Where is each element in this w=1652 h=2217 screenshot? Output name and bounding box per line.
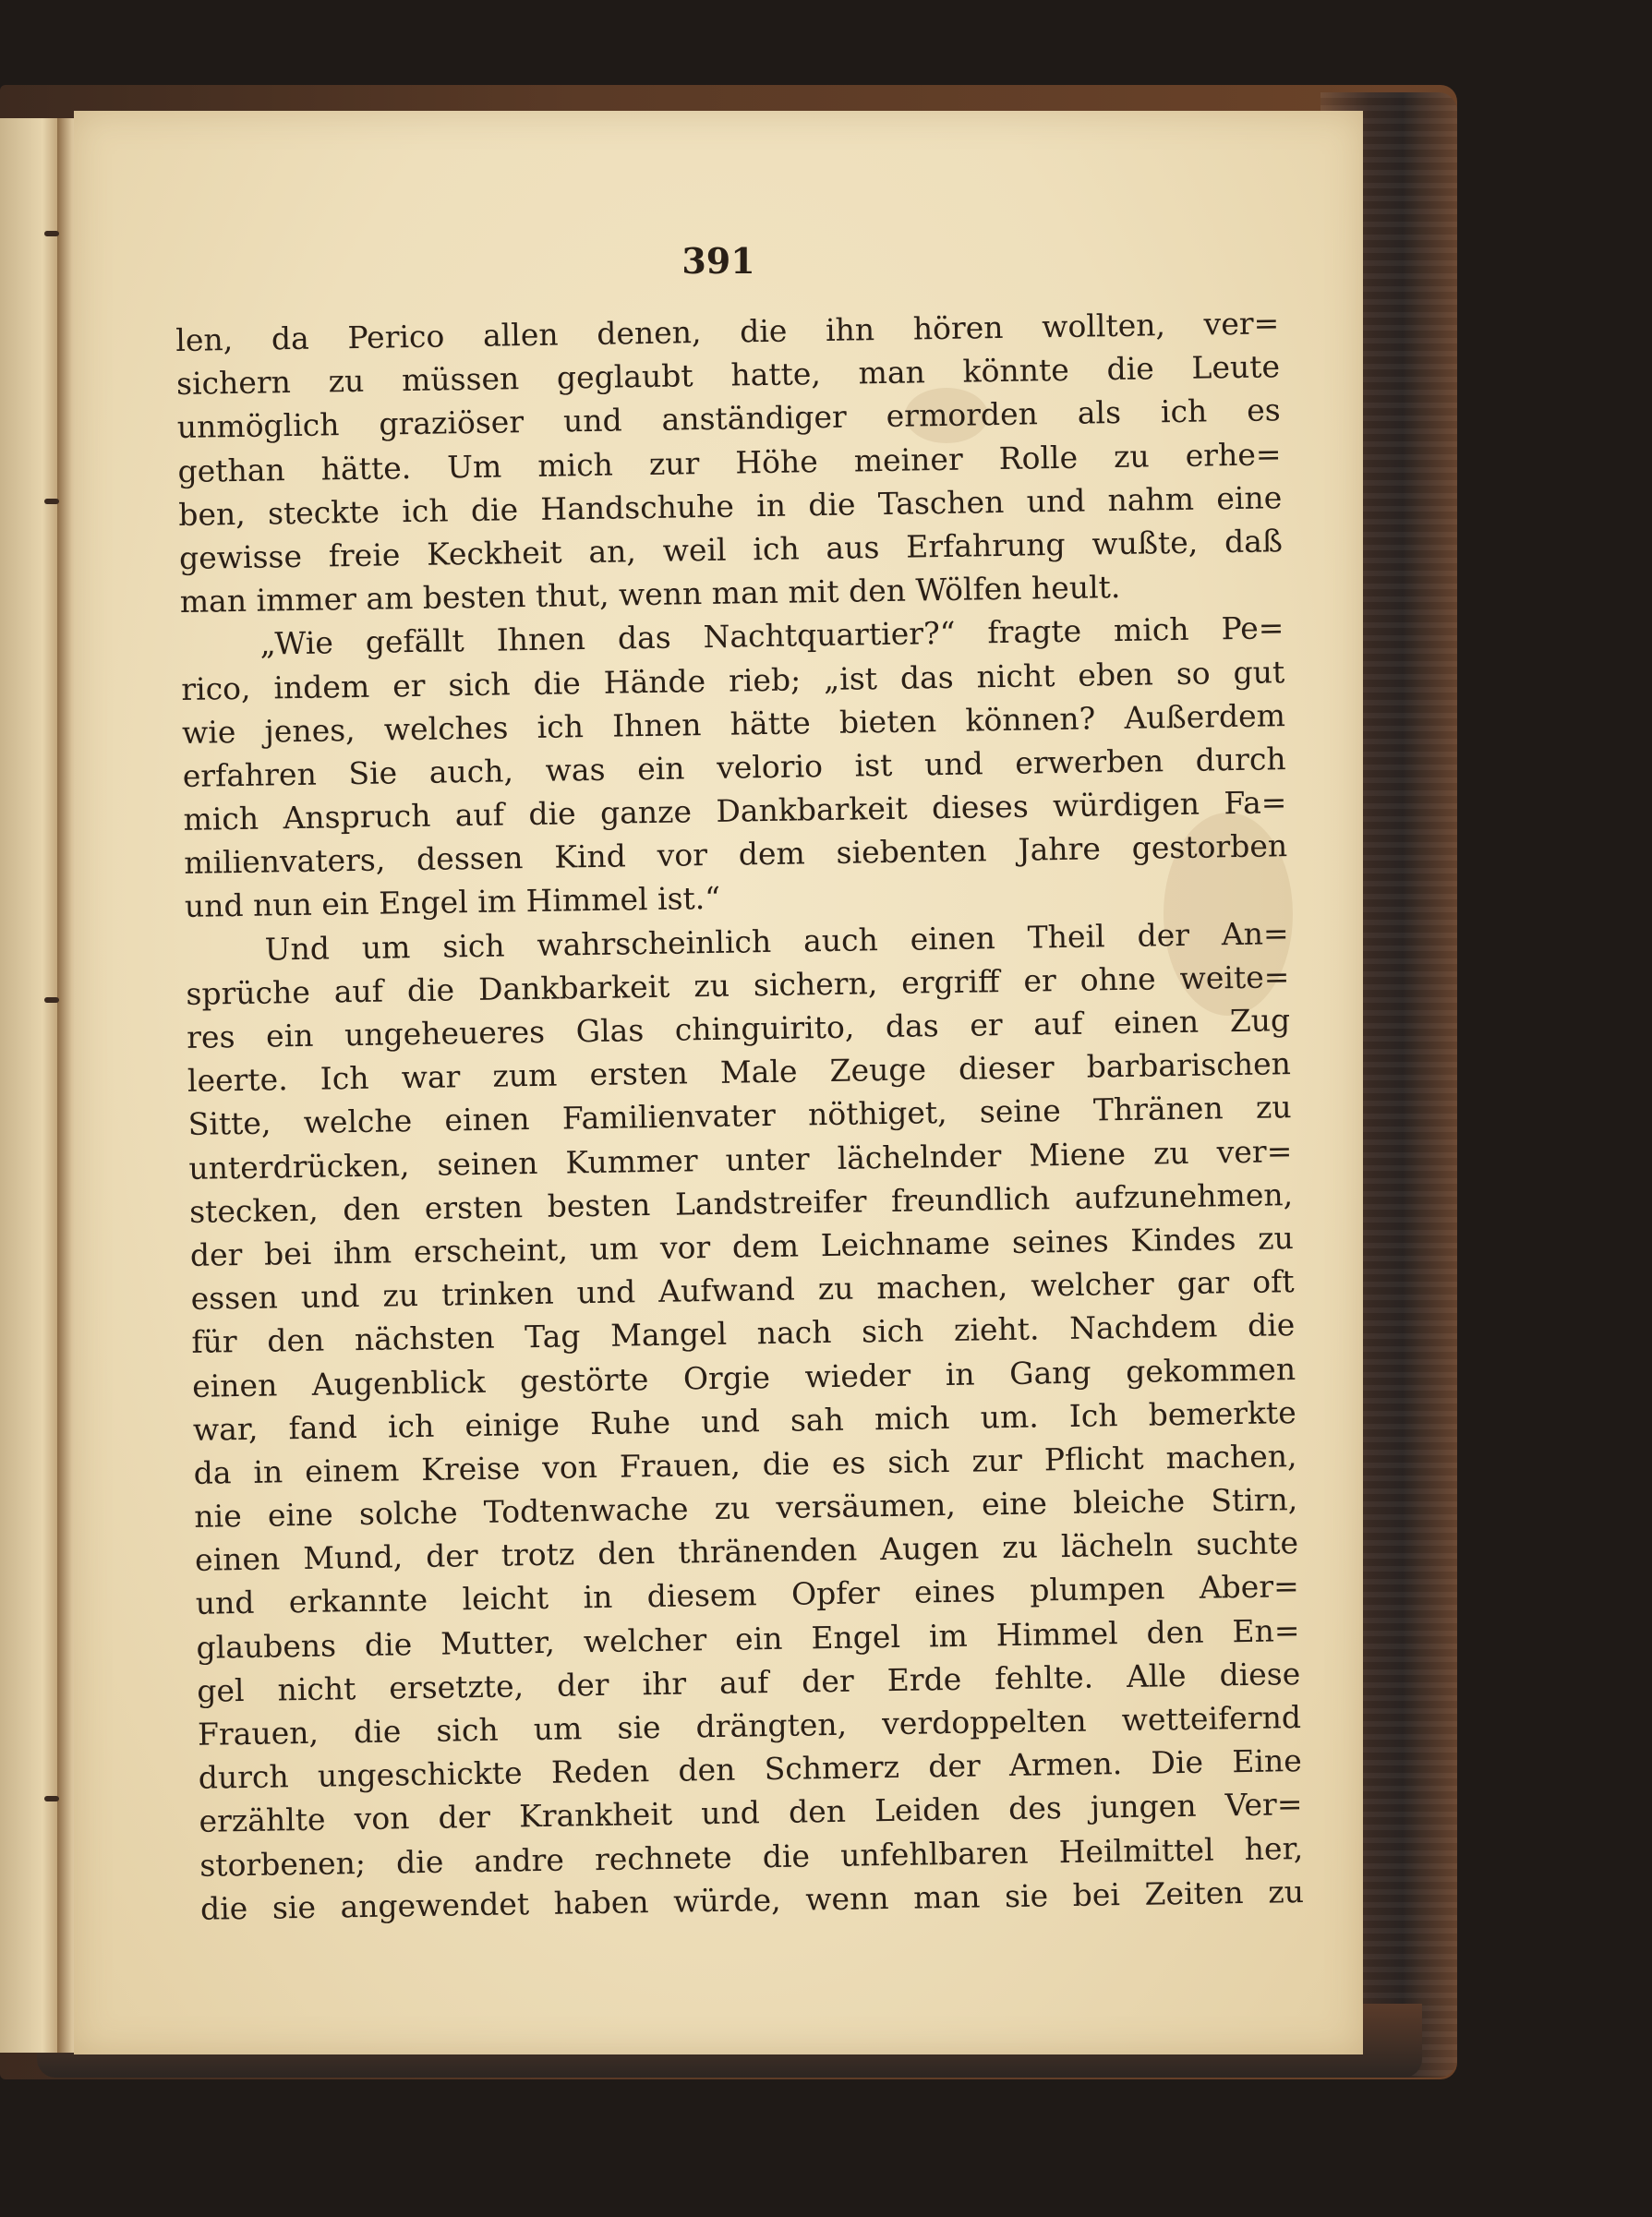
page-number: 391 <box>681 240 755 282</box>
text-line: res ein ungeheueres Glas chinguirito, das er auf einen Zug <box>186 1002 1291 1055</box>
text-line: sprüche auf die Dankbarkeit zu sichern, ergriff er ohne weite= <box>186 958 1290 1012</box>
text-line: erfahren Sie auch, was ein velorio ist und erwerben durch <box>182 741 1286 794</box>
text-line: wie jenes, welches ich Ihnen hätte bieten können? Außerdem <box>181 696 1286 751</box>
text-line: erzählte von der Krankheit und den Leiden des jungen Ver= <box>199 1786 1303 1840</box>
previous-page-edge <box>0 118 63 2053</box>
binding-stitch <box>44 499 59 504</box>
text-line: leerte. Ich war zum ersten Male Zeuge dieser barbarischen <box>187 1045 1292 1100</box>
text-line: und erkannte leicht in diesem Opfer eines plumpen Aber= <box>195 1568 1300 1622</box>
text-line: durch ungeschickte Reden den Schmerz der Armen. Die Eine <box>198 1742 1302 1796</box>
text-line: mich Anspruch auf die ganze Dankbarkeit dieses würdigen Fa= <box>183 784 1287 837</box>
text-line: rico, indem er sich die Hände rieb; „ist das nicht eben so gut <box>180 653 1285 707</box>
text-line: der bei ihm erscheint, um vor dem Leichname seines Kindes zu <box>189 1220 1295 1273</box>
text-line: nie eine solche Todtenwache zu versäumen, eine bleiche Stirn, <box>194 1481 1298 1535</box>
binding-stitch <box>44 231 59 236</box>
text-line: war, fand ich einige Ruhe und sah mich um. Ich bemerkte <box>192 1393 1297 1448</box>
text-line: milienvaters, dessen Kind vor dem siebenten Jahre gestorben <box>183 827 1288 882</box>
text-line: „Wie gefällt Ihnen das Nachtquartier?“ fragte mich Pe= <box>259 609 1284 662</box>
binding-stitch <box>44 1796 59 1801</box>
text-line: storbenen; die andre rechnete die unfehlbaren Heilmittel her, <box>199 1829 1304 1884</box>
text-line: man immer am besten thut, wenn man mit den Wölfen heult. <box>179 569 1121 621</box>
text-line: einen Augenblick gestörte Orgie wieder in Gang gekommen <box>191 1350 1296 1404</box>
text-line: Sitte, welche einen Familienvater nöthiget, seine Thränen zu <box>187 1089 1292 1143</box>
text-line: unterdrücken, seinen Kummer unter lächelnder Miene zu ver= <box>188 1132 1293 1187</box>
text-line: Frauen, die sich um sie drängten, verdoppelten wetteifernd <box>197 1699 1302 1753</box>
text-line: Und um sich wahrscheinlich auch einen Theil der An= <box>264 914 1289 968</box>
text-line: für den nächsten Tag Mangel nach sich zieht. Nachdem die <box>191 1307 1296 1361</box>
text-line: die sie angewendet haben würde, wenn man sie bei Zeiten zu <box>199 1873 1305 1927</box>
binding-stitch <box>44 997 59 1003</box>
book-page <box>74 111 1363 2054</box>
text-line: da in einem Kreise von Frauen, die es sich zur Pflicht machen, <box>193 1437 1297 1491</box>
text-line: und nun ein Engel im Himmel ist.“ <box>184 880 721 925</box>
text-line: unmöglich graziöser und anständiger ermorden als ich es <box>176 392 1282 446</box>
text-line: len, da Perico allen denen, die ihn hören wollten, ver= <box>175 305 1280 358</box>
text-line: gel nicht ersetzte, der ihr auf der Erde fehlte. Alle diese <box>197 1655 1301 1709</box>
page-text <box>175 301 1304 1930</box>
text-line: gewisse freie Keckheit an, weil ich aus Erfahrung wußte, daß <box>178 523 1284 576</box>
text-line: sichern zu müssen geglaubt hatte, man könnte die Leute <box>175 348 1281 403</box>
text-line: essen und zu trinken und Aufwand zu machen, welcher gar oft <box>190 1263 1295 1317</box>
text-line: glaubens die Mutter, welcher ein Engel im Himmel den En= <box>196 1611 1300 1666</box>
text-line: ben, steckte ich die Handschuhe in die Taschen und nahm eine <box>178 478 1283 533</box>
text-line: stecken, den ersten besten Landstreifer freundlich aufzunehmen, <box>188 1175 1294 1230</box>
text-line: gethan hätte. Um mich zur Höhe meiner Rolle zu erhe= <box>177 435 1282 489</box>
text-line: einen Mund, der trotz den thränenden Augen zu lächeln suchte <box>194 1524 1299 1579</box>
